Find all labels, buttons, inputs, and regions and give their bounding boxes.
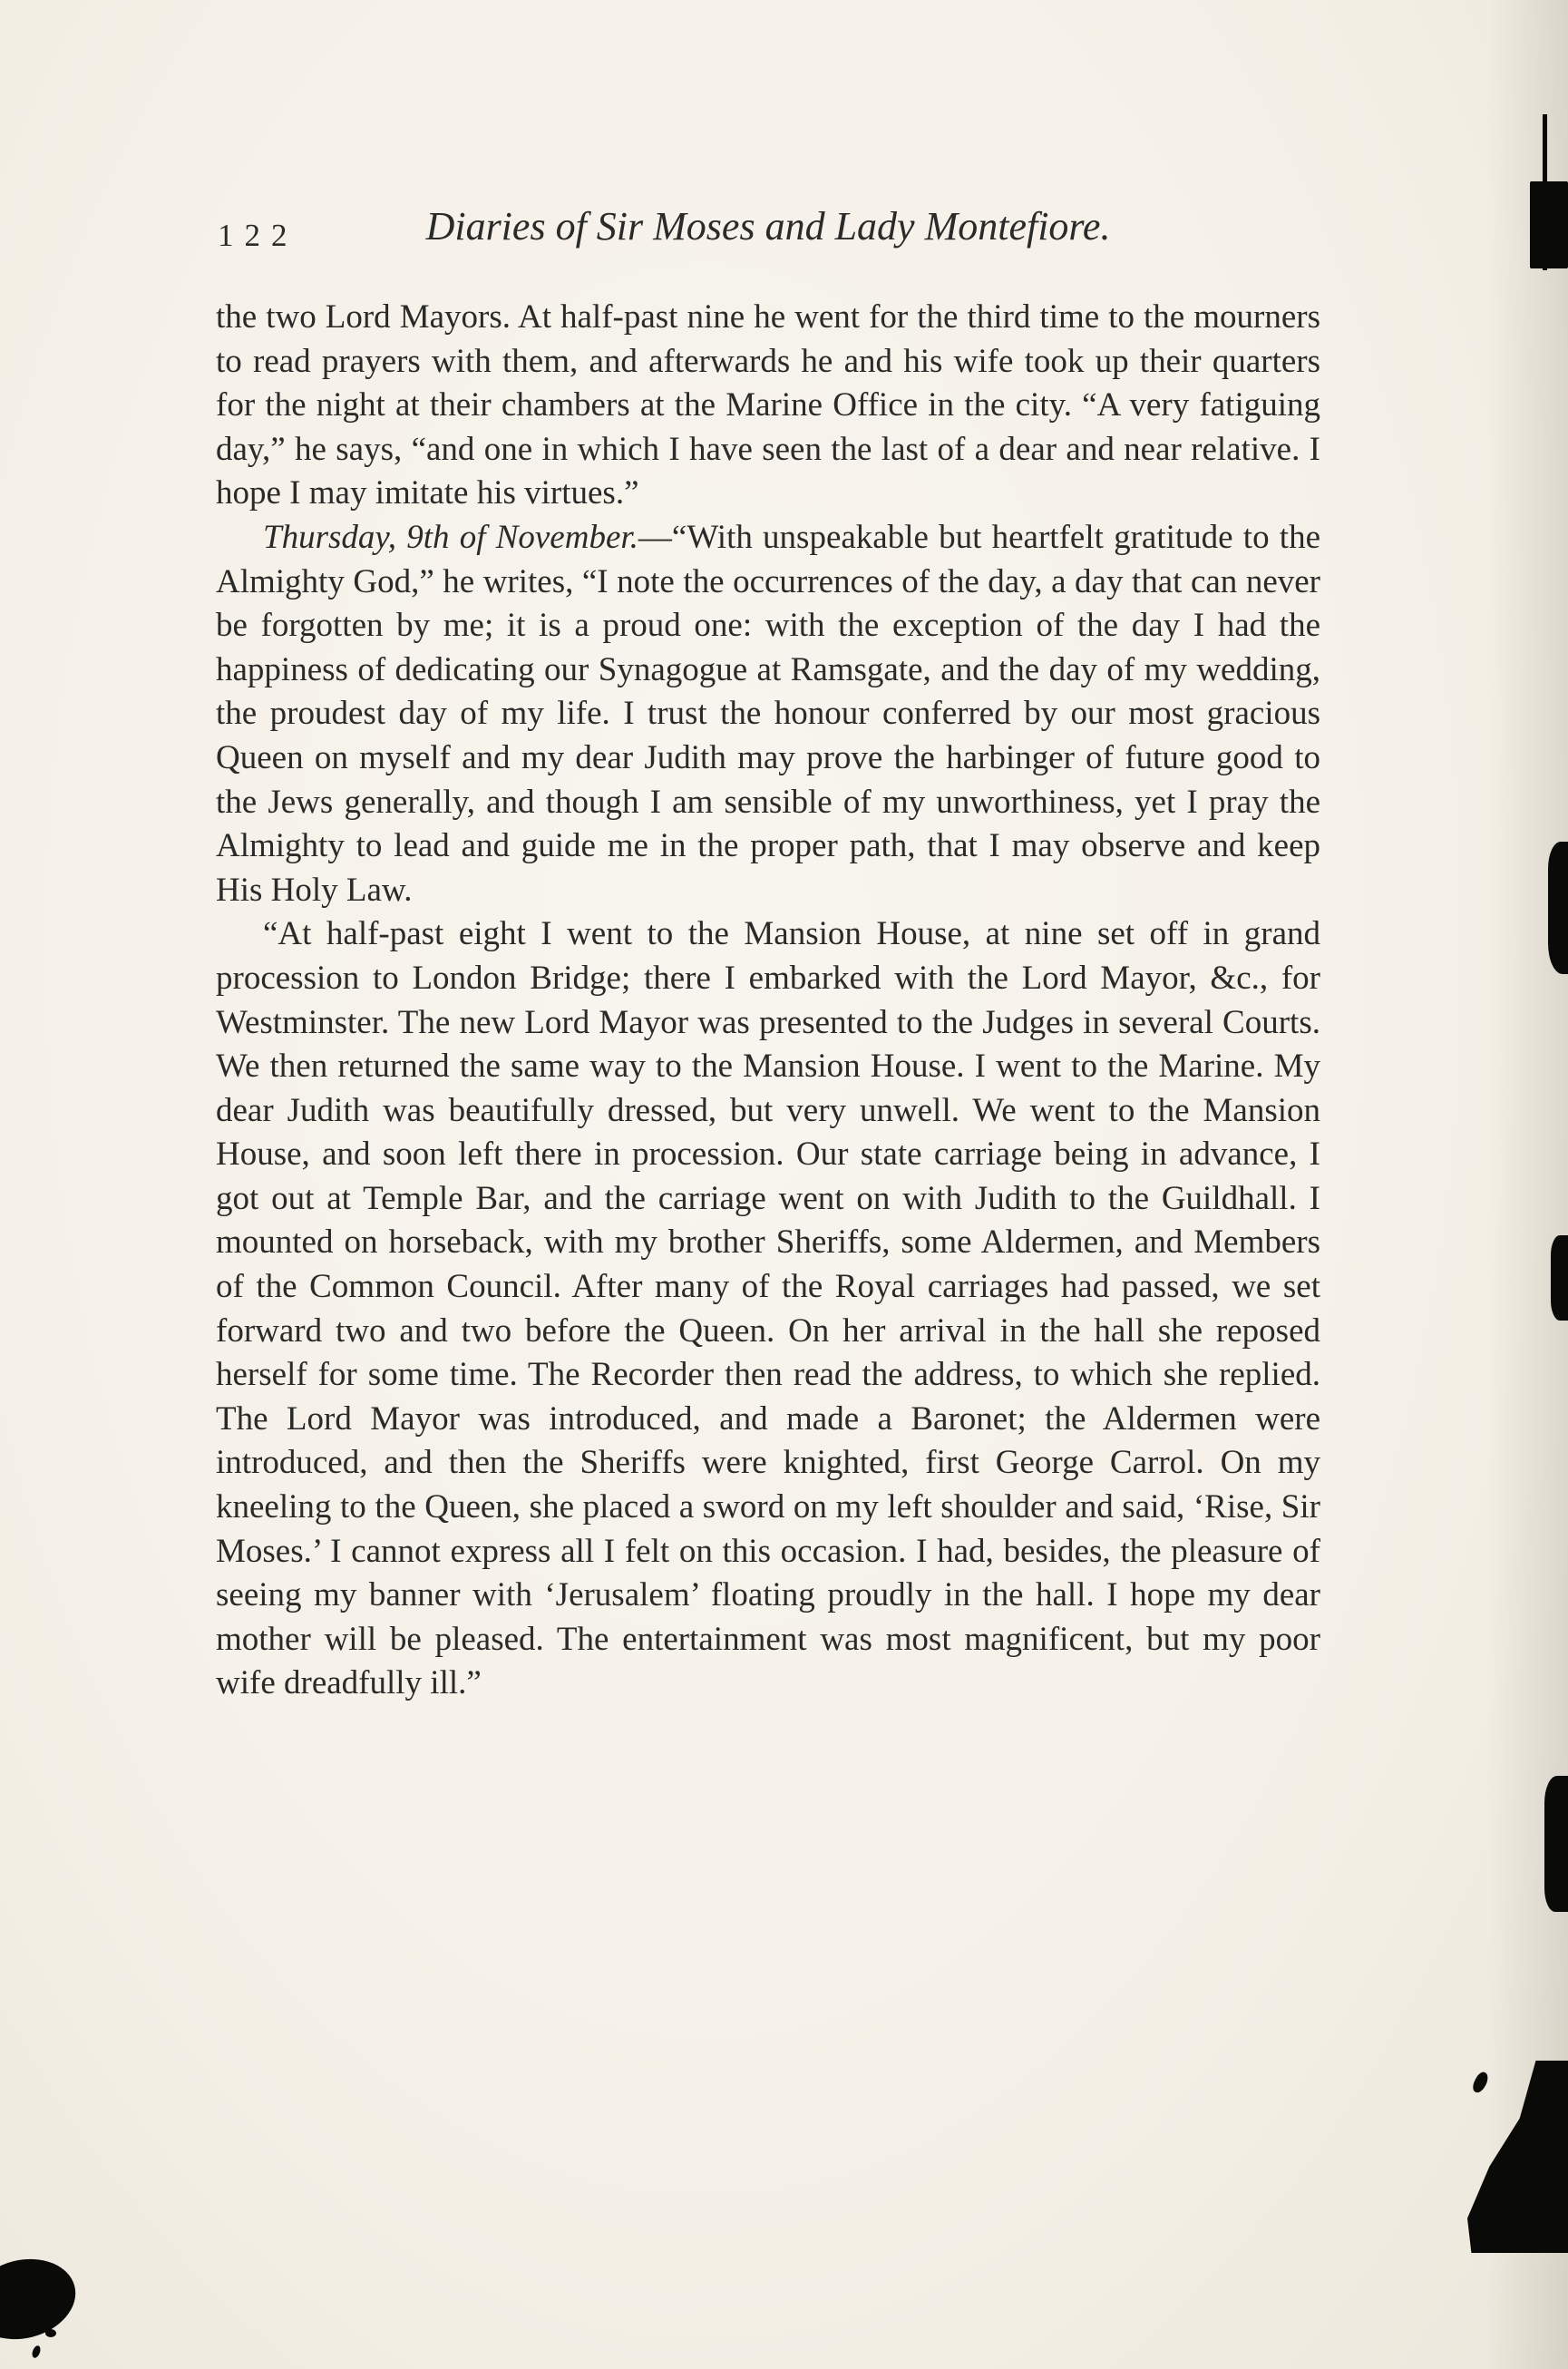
paragraph-procession: “At half-past eight I went to the Mansion House, at nine set off in grand procession to London Bridge; there I embarked with the Lord Mayor, &c., for Westminster. The new Lord Mayor was presented to the Judges in several Courts. We then returned the same way to the Mansion House. I went to the Marine. My dear Judith was beautifully dressed, but very unwell. We went to the Mansion House, and soon left there in procession. Our state carriage being in advance, I got out at Temple Bar, and the carriage went on with Judith to the Guildhall. I mounted on horseback, with my brother Sheriffs, some Aldermen, and Members of the Common Council. After many of the Royal carriages had passed, we set forward two and two before the Queen. On her arrival in the hall she reposed herself for some time. The Recorder then read the address, to which she replied. The Lord Mayor was introduced, and made a Baronet; the Aldermen were introduced, and then the Sheriffs were knighted, first George Carrol. On my kneeling to the Queen, she placed a sword on my left shoulder and said, ‘Rise, Sir Moses.’ I cannot express all I felt on this occasion. I had, besides, the pleasure of seeing my banner with ‘Jerusalem’ floating proudly in the hall. I hope my dear mother will be pleased. The entertainment was most magnificent, but my poor wife dreadfully ill.”: [216, 915, 1320, 1702]
running-title: Diaries of Sir Moses and Lady Montefiore.: [425, 204, 1111, 249]
scan-artifact-bottom-left-blob: [0, 2248, 84, 2350]
scan-artifact-right-blob-3: [1544, 1776, 1568, 1912]
scan-artifact-right-blob-2: [1551, 1235, 1568, 1321]
page-header: [216, 203, 1320, 263]
scan-artifact-right-blob-1: [1548, 842, 1568, 974]
scan-artifact-small-mark: [1470, 2070, 1491, 2094]
text-block: [216, 296, 1320, 1706]
page-number: 122: [218, 218, 298, 253]
scan-artifact-speck-2: [31, 2345, 42, 2359]
paragraph-continuation: the two Lord Mayors. At half-past nine he went for the third time to the mourners to read prayers with them, and afterwards he and his wife took up their quarters for the night at their chambers at the Marine Office in the city. “A very fatiguing day,” he says, “and one in which I have seen the last of a dear and near relative. I hope I may imitate his virtues.”: [216, 298, 1320, 512]
scan-edge-shading: [1486, 0, 1568, 2369]
scan-artifact-speck-1: [45, 2329, 56, 2337]
diary-entry-date: Thursday, 9th of November.: [263, 518, 638, 556]
scan-artifact-top-right-bar: [1530, 181, 1568, 268]
diary-entry-text: —“With unspeakable but heartfelt gratitude to the Almighty God,” he writes, “I note the occurrences of the day, a day that can never be forgotten by me; it is a proud one: with the exception of the day I had the happiness of dedicating our Synagogue at Ramsgate, and the day of my wedding, the proudest day of my life. I trust the honour conferred by our most gracious Queen on myself and my dear Judith may prove the harbinger of future good to the Jews generally, and though I am sensible of my unworthiness, yet I pray the Almighty to lead and guide me in the proper path, that I may observe and keep His Holy Law.: [216, 518, 1320, 909]
paragraph-diary-entry: [216, 516, 1320, 912]
